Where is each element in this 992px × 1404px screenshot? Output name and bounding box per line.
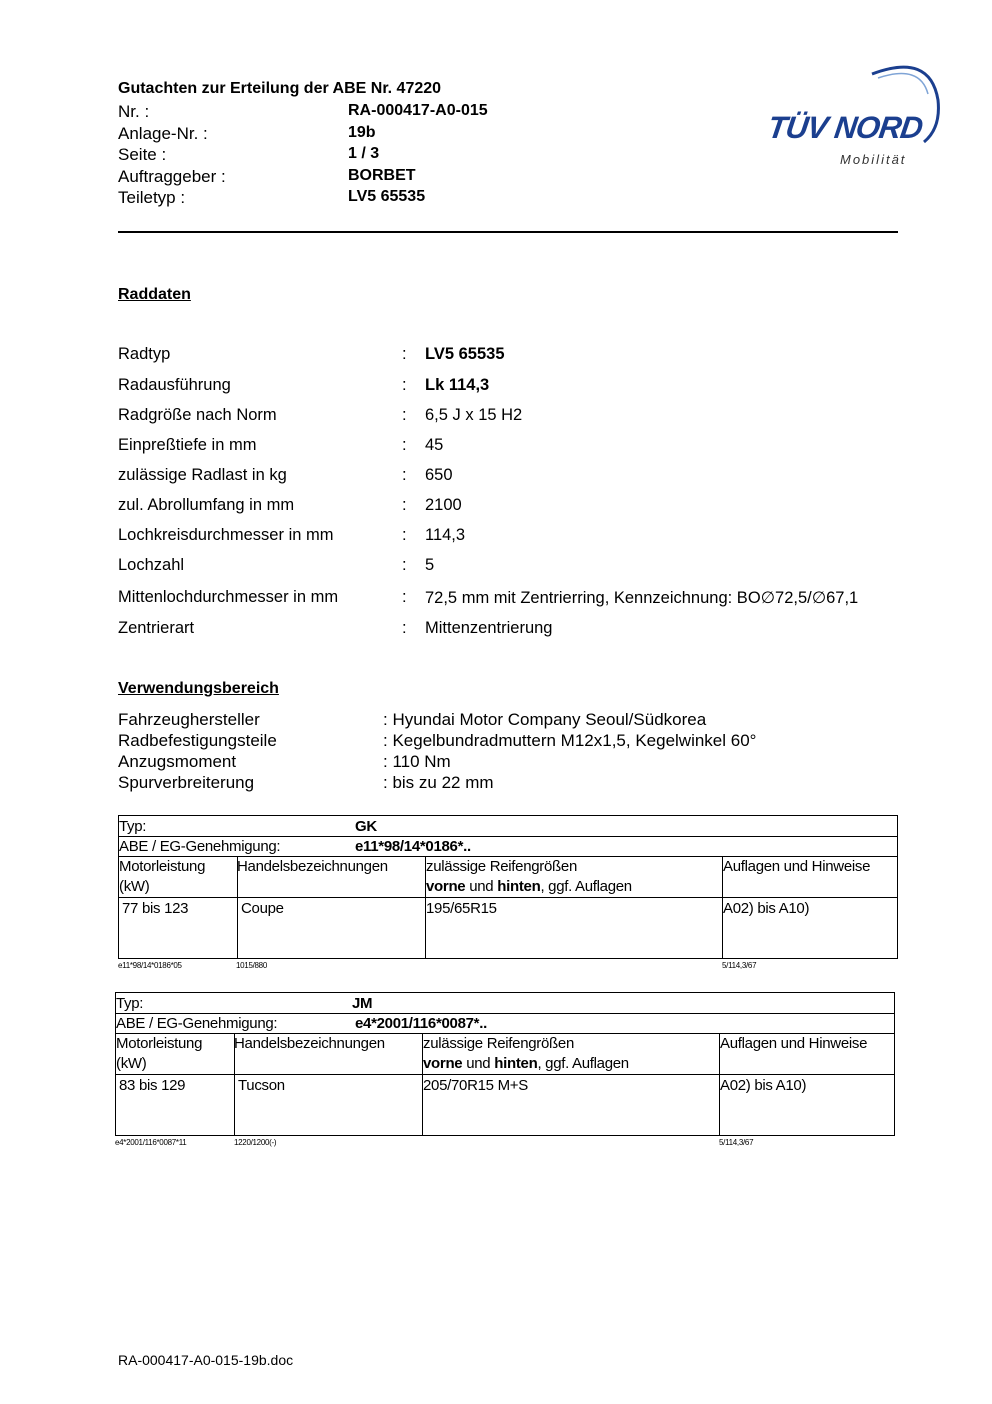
rad-value: 6,5 J x 15 H2	[425, 406, 523, 424]
use-value: : Kegelbundradmuttern M12x1,5, Kegelwinkel 60°	[383, 731, 757, 750]
rad-colon: :	[402, 496, 407, 514]
rad-row-radtyp	[118, 345, 918, 367]
rad-label: zul. Abrollumfang in mm	[118, 496, 295, 514]
rad-colon: :	[402, 556, 407, 574]
vehicle-table-jm	[115, 992, 895, 1136]
rad-value: 45	[425, 436, 444, 454]
rad-label: Lochzahl	[118, 556, 185, 574]
section-title-raddaten: Raddaten	[118, 286, 191, 303]
rad-row-lochzahl	[118, 556, 918, 578]
table-footnote: 5/114,3/67	[722, 961, 757, 970]
rad-label: zulässige Radlast in kg	[118, 466, 287, 484]
rad-label: Zentrierart	[118, 619, 195, 637]
header-value: BORBET	[348, 167, 416, 184]
col-header-motorleistung: Motorleistung	[119, 858, 206, 875]
table-rule	[119, 836, 897, 837]
header-row-nr	[118, 102, 538, 124]
header-value: LV5 65535	[348, 188, 426, 205]
header-label: Anlage-Nr. :	[118, 124, 208, 143]
col-header-kw: (kW)	[119, 878, 150, 895]
header-row-seite	[118, 145, 538, 167]
rad-value: Lk 114,3	[425, 376, 490, 394]
use-value: : Hyundai Motor Company Seoul/Südkorea	[383, 710, 707, 729]
use-row-hersteller	[118, 710, 918, 731]
cell-name: Tucson	[238, 1077, 285, 1094]
table-footnote: 1220/1200(-)	[234, 1138, 277, 1147]
cell-notes: A02) bis A10)	[723, 900, 810, 917]
header-value: RA-000417-A0-015	[348, 102, 488, 119]
typ-label: Typ:	[119, 818, 147, 835]
tuv-nord-logo	[760, 58, 950, 170]
header-label: Auftraggeber :	[118, 167, 226, 186]
table-footnote: e4*2001/116*0087*11	[115, 1138, 187, 1147]
header-value: 1 / 3	[348, 145, 380, 162]
abe-value: e4*2001/116*0087*..	[355, 1015, 487, 1032]
cell-name: Coupe	[241, 900, 284, 917]
rad-row-zentrierart	[118, 619, 918, 641]
vehicle-table-gk	[118, 815, 898, 959]
cell-power: 77 bis 123	[122, 900, 189, 917]
rad-label: Mittenlochdurchmesser in mm	[118, 588, 339, 606]
rad-colon: :	[402, 406, 407, 424]
rad-row-abrollumfang	[118, 496, 918, 518]
table-footnote: e11*98/14*0186*05	[118, 961, 182, 970]
use-label: Fahrzeughersteller	[118, 710, 260, 729]
section-title-verwendungsbereich: Verwendungsbereich	[118, 680, 279, 697]
cell-notes: A02) bis A10)	[720, 1077, 807, 1094]
col-header-motorleistung: Motorleistung	[116, 1035, 203, 1052]
rad-row-mittenloch	[118, 588, 918, 610]
typ-value: JM	[352, 995, 373, 1012]
rad-colon: :	[402, 376, 407, 394]
rad-value: 2100	[425, 496, 462, 514]
abe-value: e11*98/14*0186*..	[355, 838, 471, 855]
table-rule	[119, 897, 897, 898]
rad-label: Radtyp	[118, 345, 171, 363]
rad-value: 114,3	[425, 526, 466, 544]
rad-value: Mittenzentrierung	[425, 619, 553, 637]
abe-label: ABE / EG-Genehmigung:	[119, 838, 281, 855]
rad-colon: :	[402, 619, 407, 637]
typ-label: Typ:	[116, 995, 144, 1012]
table-rule	[119, 856, 897, 857]
header-row-auftraggeber	[118, 167, 538, 189]
table-footnote: 5/114,3/67	[719, 1138, 754, 1147]
rad-value: 72,5 mm mit Zentrierring, Kennzeichnung: BO∅72,5/∅67,1	[425, 589, 859, 607]
header-divider	[118, 231, 898, 233]
col-header-handelsbezeichnungen: Handelsbezeichnungen	[234, 1035, 385, 1052]
rad-label: Lochkreisdurchmesser in mm	[118, 526, 334, 544]
header-label: Teiletyp :	[118, 188, 186, 207]
rad-value: 5	[425, 556, 435, 574]
rad-label: Radausführung	[118, 376, 231, 394]
col-header-handelsbezeichnungen: Handelsbezeichnungen	[237, 858, 388, 875]
use-row-anzugsmoment	[118, 752, 918, 773]
rad-colon: :	[402, 526, 407, 544]
header-label: Seite :	[118, 145, 167, 164]
footer-filename: RA-000417-A0-015-19b.doc	[118, 1352, 294, 1368]
abe-label: ABE / EG-Genehmigung:	[116, 1015, 278, 1032]
use-value: : bis zu 22 mm	[383, 773, 494, 792]
use-value: : 110 Nm	[383, 752, 451, 771]
logo-wordmark: TÜV NORD	[765, 110, 925, 145]
col-header-reifengroessen: zulässige Reifengrößen	[423, 1035, 574, 1052]
rad-label: Radgröße nach Norm	[118, 406, 277, 424]
document-title: Gutachten zur Erteilung der ABE Nr. 47220	[118, 80, 442, 97]
col-header-auflagen: Auflagen und Hinweise	[723, 858, 871, 875]
rad-row-radlast	[118, 466, 918, 488]
header-row-anlage	[118, 124, 538, 146]
header-row-teiletyp	[118, 188, 538, 210]
rad-row-lochkreis	[118, 526, 918, 548]
rad-colon: :	[402, 345, 407, 363]
table-rule	[116, 1013, 894, 1014]
use-label: Anzugsmoment	[118, 752, 237, 771]
table-footnote: 1015/880	[236, 961, 267, 970]
cell-tire: 195/65R15	[426, 900, 497, 917]
col-header-kw: (kW)	[116, 1055, 147, 1072]
cell-tire: 205/70R15 M+S	[423, 1077, 528, 1094]
table-rule	[116, 1033, 894, 1034]
header-label: Nr. :	[118, 102, 150, 121]
col-header-reifengroessen: zulässige Reifengrößen	[426, 858, 577, 875]
rad-colon: :	[402, 466, 407, 484]
col-header-reifen-sub: vorne und hinten, ggf. Auflagen	[423, 1055, 629, 1072]
use-row-spurverbreiterung	[118, 773, 918, 794]
col-header-auflagen: Auflagen und Hinweise	[720, 1035, 868, 1052]
use-label: Spurverbreiterung	[118, 773, 255, 792]
rad-row-radausfuehrung	[118, 376, 918, 398]
typ-value: GK	[355, 818, 377, 835]
use-label: Radbefestigungsteile	[118, 731, 277, 750]
header-value: 19b	[348, 124, 376, 141]
rad-row-radgroesse	[118, 406, 918, 428]
cell-power: 83 bis 129	[119, 1077, 186, 1094]
rad-value: 650	[425, 466, 453, 484]
logo-subtitle: Mobilität	[840, 152, 907, 167]
rad-label: Einpreßtiefe in mm	[118, 436, 257, 454]
rad-value: LV5 65535	[425, 345, 505, 363]
col-header-reifen-sub: vorne und hinten, ggf. Auflagen	[426, 878, 632, 895]
table-rule	[116, 1074, 894, 1075]
use-row-befestigung	[118, 731, 918, 752]
rad-colon: :	[402, 436, 407, 454]
rad-row-einpresstiefe	[118, 436, 918, 458]
rad-colon: :	[402, 588, 407, 606]
